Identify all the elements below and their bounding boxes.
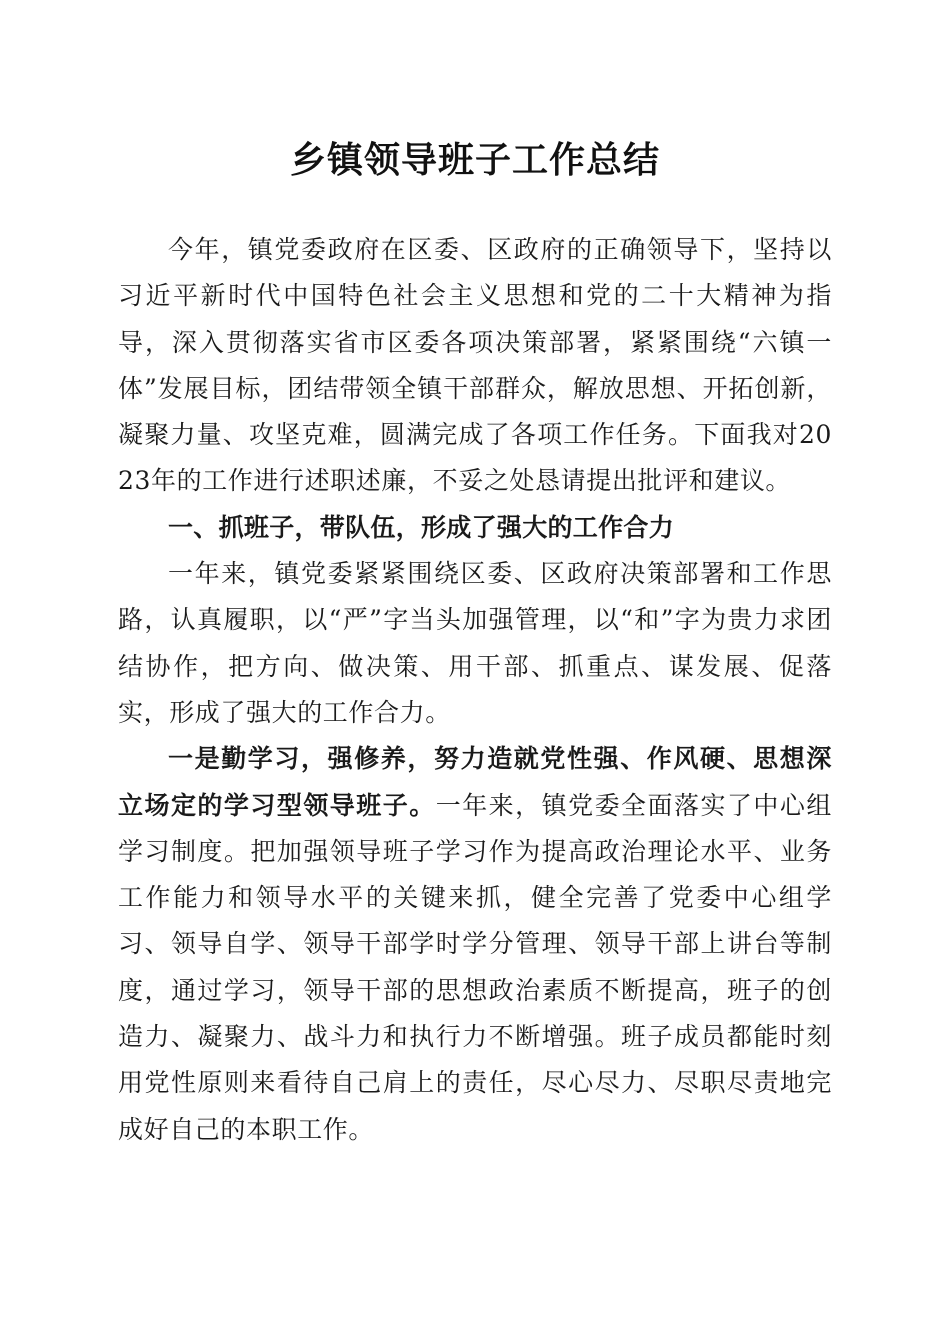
point-text: 一年来，镇党委全面落实了中心组学习制度。把加强领导班子学习作为提高政治理论水平、业务工作能力和领导水平的关键来抓，健全完善了党委中心组学习、领导自学、领导干部学时学分管理、领导干部上讲台等制度，通过学习，领导干部的思想政治素质不断提高，班子的创造力、凝聚力、战斗力和执行力不断增强。班子成员都能时刻用党性原则来看待自己肩上的责任，尽心尽力、尽职尽责地完成好自己的本职工作。 [118, 790, 832, 1144]
document-title: 乡镇领导班子工作总结 [289, 139, 660, 181]
document-body [118, 227, 832, 1153]
section-paragraph: 一年来，镇党委紧紧围绕区委、区政府决策部署和工作思路，认真履职，以“严”字当头加强管理，以“和”字为贵力求团结协作，把方向、做决策、用干部、抓重点、谋发展、促落实，形成了强大的工作合力。 [118, 559, 832, 727]
point-lead: 一是勤学习，强修养，努力造就党性强、作风硬、思想深立场定的学习型领导班子。 [118, 744, 832, 820]
intro-paragraph: 今年，镇党委政府在区委、区政府的正确领导下，坚持以习近平新时代中国特色社会主义思想和党的二十大精神为指导，深入贯彻落实省市区委各项决策部署，紧紧围绕“六镇一体”发展目标，团结带领全镇干部群众，解放思想、开拓创新，凝聚力量、攻坚克难，圆满完成了各项工作任务。下面我对2023年的工作进行述职述廉，不妥之处恳请提出批评和建议。 [118, 235, 832, 496]
point-paragraph [118, 736, 832, 1153]
section-heading: 一、抓班子，带队伍，形成了强大的工作合力 [168, 512, 675, 542]
